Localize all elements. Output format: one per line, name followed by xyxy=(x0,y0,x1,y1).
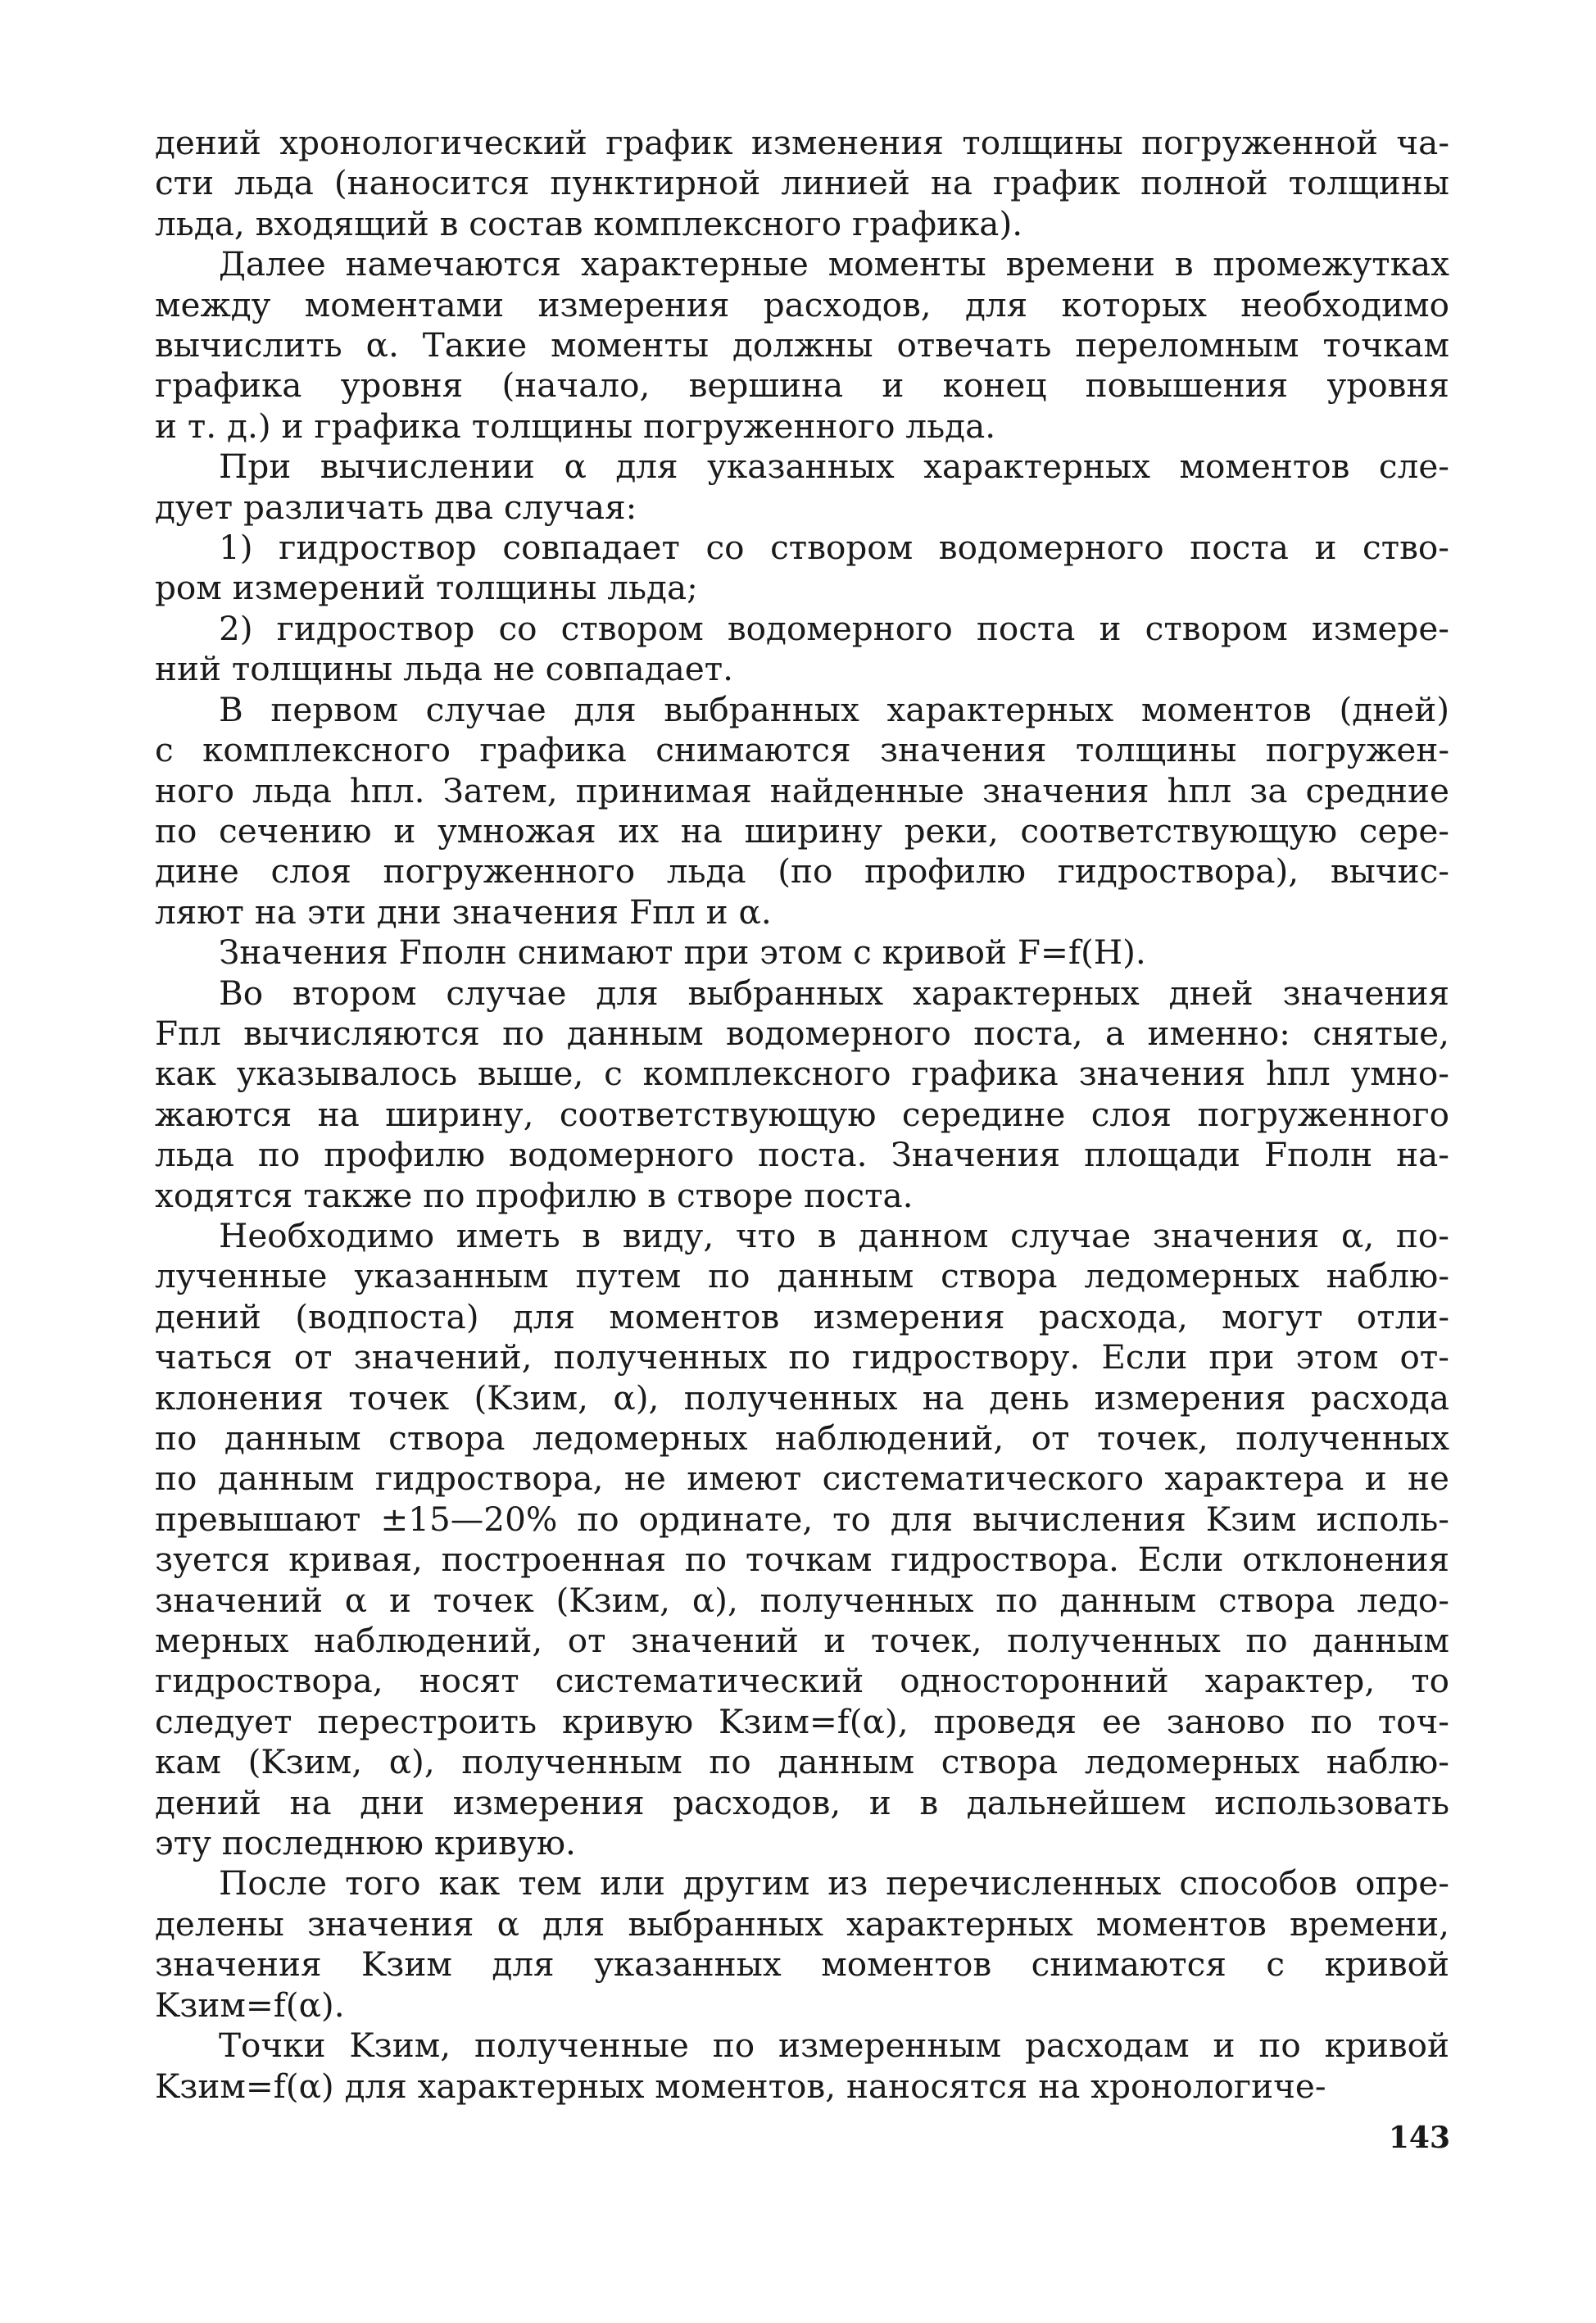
text-line: кам (Kзим, α), полученным по данным створа ледомерных наблю- xyxy=(155,1742,1449,1782)
text-line: жаются на ширину, соответствующую середине слоя погруженного xyxy=(155,1094,1449,1134)
text-line: дует различать два случая: xyxy=(155,487,637,527)
text-line: и т. д.) и графика толщины погруженного льда. xyxy=(155,406,996,446)
text-line: значений α и точек (Kзим, α), полученных по данным створа ледо- xyxy=(155,1580,1449,1620)
text-line: чаться от значений, полученных по гидроствору. Если при этом от- xyxy=(155,1337,1449,1377)
text-line: После того как тем или другим из перечисленных способов опре- xyxy=(219,1863,1449,1903)
text-line: с комплексного графика снимаются значения толщины погружен- xyxy=(155,730,1449,770)
text-line: В первом случае для выбранных характерных моментов (дней) xyxy=(219,689,1449,729)
text-line: превышают ±15—20% по ординате, то для вычисления Kзим исполь- xyxy=(155,1499,1449,1539)
paragraph xyxy=(155,244,1449,447)
body-text xyxy=(155,123,1449,2107)
text-line: по сечению и умножая их на ширину реки, соответствующую сере- xyxy=(155,810,1449,851)
text-line: дений хронологический график изменения толщины погруженной ча- xyxy=(155,123,1449,162)
text-line: гидроствора, носят систематический односторонний характер, то xyxy=(155,1661,1449,1701)
text-line: лученные указанным путем по данным створа ледомерных наблю- xyxy=(155,1256,1449,1296)
page-number: 143 xyxy=(1388,2121,1450,2155)
text-line: по данным створа ледомерных наблюдений, от точек, полученных xyxy=(155,1418,1449,1458)
text-line: дений (водпоста) для моментов измерения расхода, могут отли- xyxy=(155,1296,1449,1336)
text-line: клонения точек (Kзим, α), полученных на день измерения расхода xyxy=(155,1377,1449,1418)
text-line: Далее намечаются характерные моменты времени в промежутках xyxy=(219,244,1449,284)
text-line: Kзим=f(α) для характерных моментов, наносятся на хронологиче- xyxy=(155,2066,1326,2106)
text-line: сти льда (наносится пунктирной линией на график полной толщины xyxy=(155,163,1449,203)
text-line: При вычислении α для указанных характерных моментов сле- xyxy=(219,447,1449,487)
text-line: 2) гидроствор со створом водомерного поста и створом измере- xyxy=(219,608,1449,648)
paragraph xyxy=(155,609,1449,690)
paragraph xyxy=(155,1216,1449,1864)
text-line: зуется кривая, построенная по точкам гидроствора. Если отклонения xyxy=(155,1540,1449,1580)
paragraph xyxy=(155,123,1449,244)
paragraph xyxy=(155,973,1449,1216)
text-line: Значения Fполн снимают при этом с кривой F=f(H). xyxy=(219,932,1146,973)
paragraph xyxy=(155,1863,1449,2026)
text-line: ний толщины льда не совпадает. xyxy=(155,649,734,689)
paragraph xyxy=(155,528,1449,609)
text-line: следует перестроить кривую Kзим=f(α), проведя ее заново по точ- xyxy=(155,1701,1449,1741)
text-line: льда, входящий в состав комплексного графика). xyxy=(155,203,1023,243)
text-line: ляют на эти дни значения Fпл и α. xyxy=(155,892,772,932)
paragraph xyxy=(155,932,1449,973)
text-line: графика уровня (начало, вершина и конец повышения уровня xyxy=(155,365,1449,406)
text-line: вычислить α. Такие моменты должны отвечать переломным точкам xyxy=(155,325,1449,365)
text-line: 1) гидроствор совпадает со створом водомерного поста и ство- xyxy=(219,528,1449,568)
text-line: Во втором случае для выбранных характерных дней значения xyxy=(219,973,1449,1013)
text-line: Kзим=f(α). xyxy=(155,1985,345,2025)
text-line: дине слоя погруженного льда (по профилю гидроствора), вычис- xyxy=(155,851,1449,892)
text-line: ром измерений толщины льда; xyxy=(155,568,698,608)
text-line: между моментами измерения расходов, для которых необходимо xyxy=(155,284,1449,324)
paragraph xyxy=(155,447,1449,528)
text-line: мерных наблюдений, от значений и точек, полученных по данным xyxy=(155,1621,1449,1661)
text-line: ходятся также по профилю в створе поста. xyxy=(155,1175,914,1215)
paragraph xyxy=(155,690,1449,932)
text-line: эту последнюю кривую. xyxy=(155,1823,576,1863)
text-line: Fпл вычисляются по данным водомерного поста, а именно: снятые, xyxy=(155,1013,1449,1053)
text-line: по данным гидроствора, не имеют систематического характера и не xyxy=(155,1459,1449,1499)
text-line: ного льда hпл. Затем, принимая найденные значения hпл за средние xyxy=(155,770,1449,810)
text-line: делены значения α для выбранных характерных моментов времени, xyxy=(155,1903,1449,1944)
text-line: значения Kзим для указанных моментов снимаются с кривой xyxy=(155,1944,1449,1985)
text-line: льда по профилю водомерного поста. Значения площади Fполн на- xyxy=(155,1135,1449,1175)
paragraph xyxy=(155,2026,1449,2107)
text-line: Точки Kзим, полученные по измеренным расходам и по кривой xyxy=(219,2026,1449,2066)
text-line: Необходимо иметь в виду, что в данном случае значения α, по- xyxy=(219,1215,1449,1255)
text-line: дений на дни измерения расходов, и в дальнейшем использовать xyxy=(155,1782,1449,1822)
text-line: как указывалось выше, с комплексного графика значения hпл умно- xyxy=(155,1054,1449,1094)
